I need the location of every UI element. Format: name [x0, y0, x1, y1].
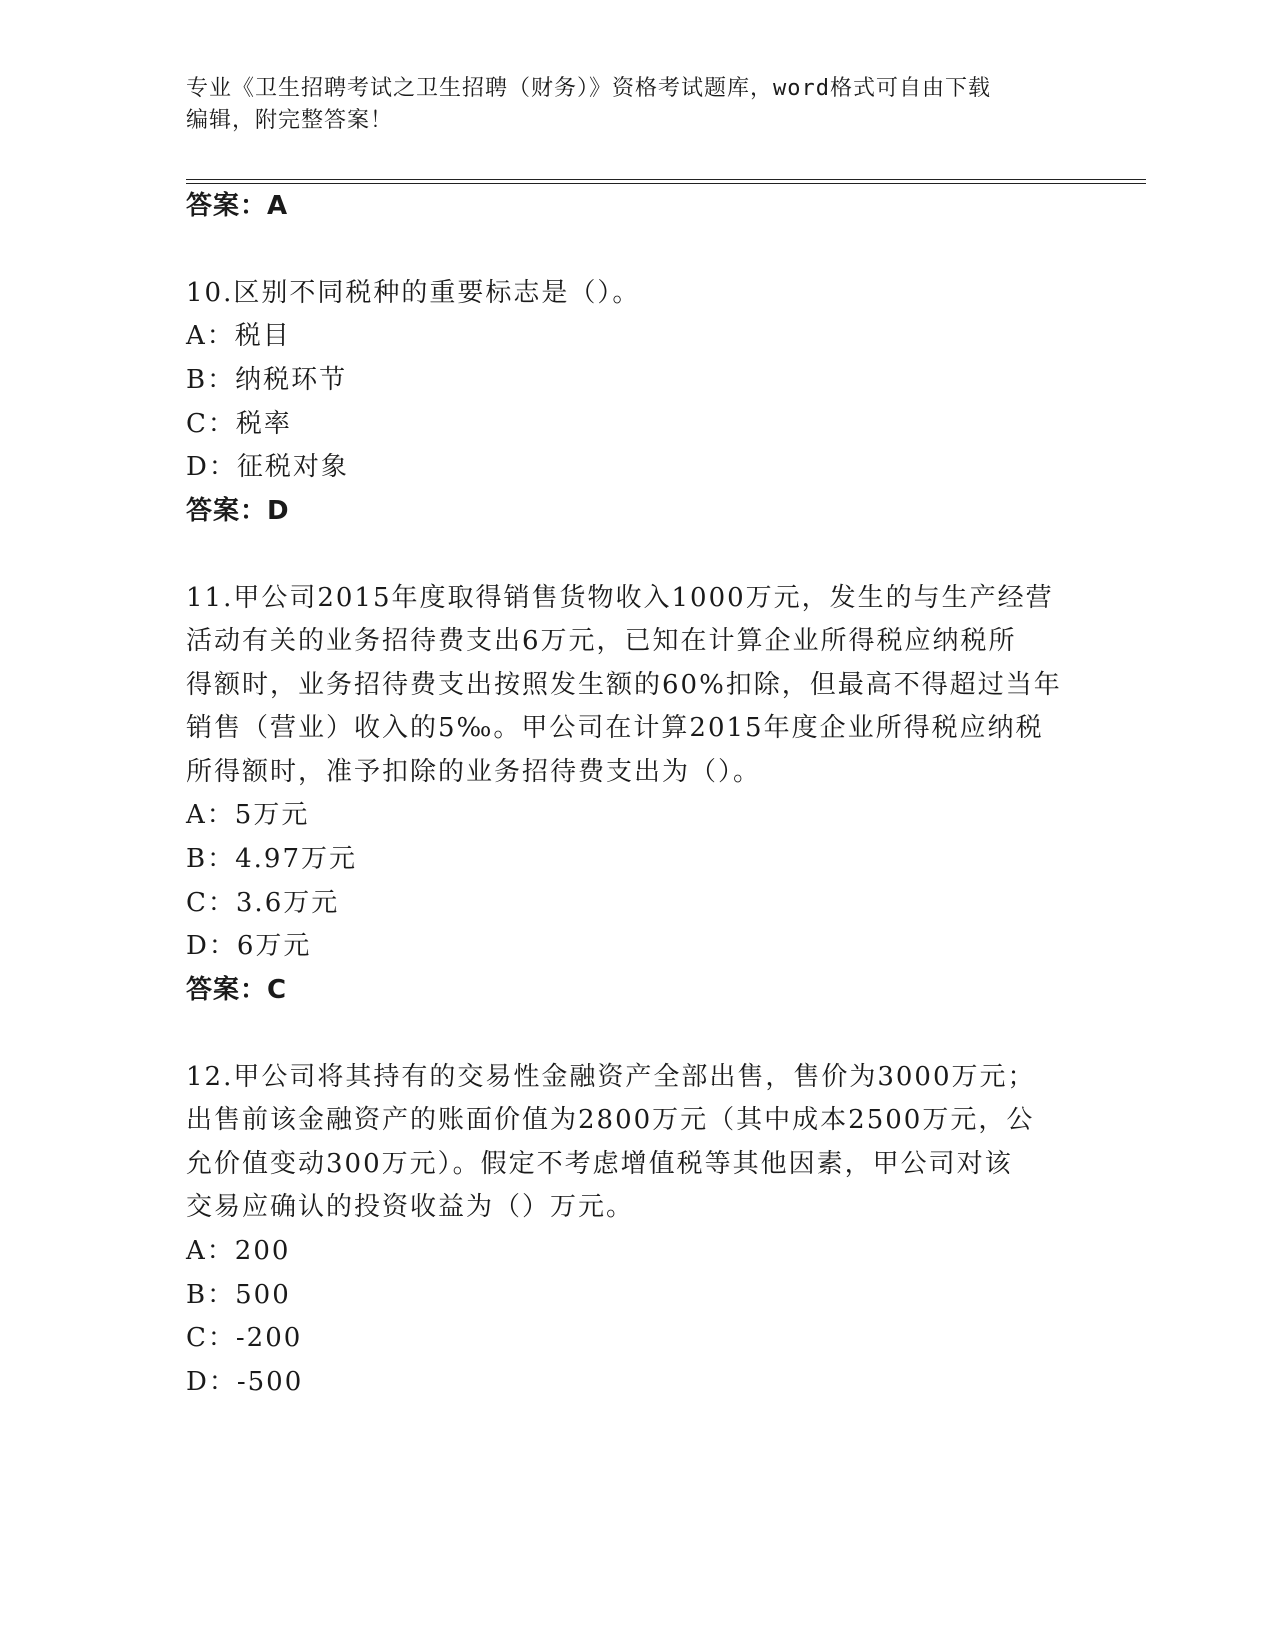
question-10-option-c: C：税率 — [186, 409, 292, 439]
question-12-option-a: A：200 — [186, 1236, 291, 1266]
header-line-2: 编辑，附完整答案！ — [186, 108, 394, 133]
question-11-option-b: B：4.97万元 — [186, 844, 357, 874]
question-11-text-line-1: 11.甲公司2015年度取得销售货物收入1000万元，发生的与生产经营 — [186, 583, 1054, 613]
question-11-option-a: A：5万元 — [186, 800, 310, 830]
question-11-option-c: C：3.6万元 — [186, 888, 340, 918]
question-12-text-line-3: 允价值变动300万元）。假定不考虑增值税等其他因素，甲公司对该 — [186, 1149, 1013, 1179]
header-divider-top — [186, 179, 1146, 180]
question-11-answer: 答案：C — [186, 975, 288, 1005]
question-12-text-line-4: 交易应确认的投资收益为（）万元。 — [186, 1192, 635, 1222]
question-10-option-a: A：税目 — [186, 321, 291, 351]
question-12-text-line-2: 出售前该金融资产的账面价值为2800万元（其中成本2500万元，公 — [186, 1105, 1035, 1135]
question-12-option-b: B：500 — [186, 1280, 291, 1310]
document-header — [186, 73, 1086, 137]
question-10-text: 10.区别不同税种的重要标志是（）。 — [186, 278, 641, 308]
question-11-text-line-5: 所得额时，准予扣除的业务招待费支出为（）。 — [186, 757, 762, 787]
question-10-option-d: D：征税对象 — [186, 452, 349, 482]
question-12-text-line-1: 12.甲公司将其持有的交易性金融资产全部出售，售价为3000万元； — [186, 1062, 1036, 1092]
question-11-text-line-3: 得额时，业务招待费支出按照发生额的60%扣除，但最高不得超过当年 — [186, 670, 1062, 700]
question-12-option-c: C：-200 — [186, 1323, 303, 1353]
question-10-option-b: B：纳税环节 — [186, 365, 348, 395]
question-12-option-d: D：-500 — [186, 1367, 304, 1397]
question-10-answer: 答案：D — [186, 496, 290, 526]
header-line-1: 专业《卫生招聘考试之卫生招聘（财务）》资格考试题库，word格式可自由下载 — [186, 76, 991, 101]
answer-previous: 答案：A — [186, 191, 289, 221]
question-11-option-d: D：6万元 — [186, 931, 312, 961]
header-divider-bottom — [186, 183, 1146, 184]
question-11-text-line-4: 销售（营业）收入的5‰。甲公司在计算2015年度企业所得税应纳税 — [186, 713, 1044, 743]
question-11-text-line-2: 活动有关的业务招待费支出6万元，已知在计算企业所得税应纳税所 — [186, 626, 1017, 656]
